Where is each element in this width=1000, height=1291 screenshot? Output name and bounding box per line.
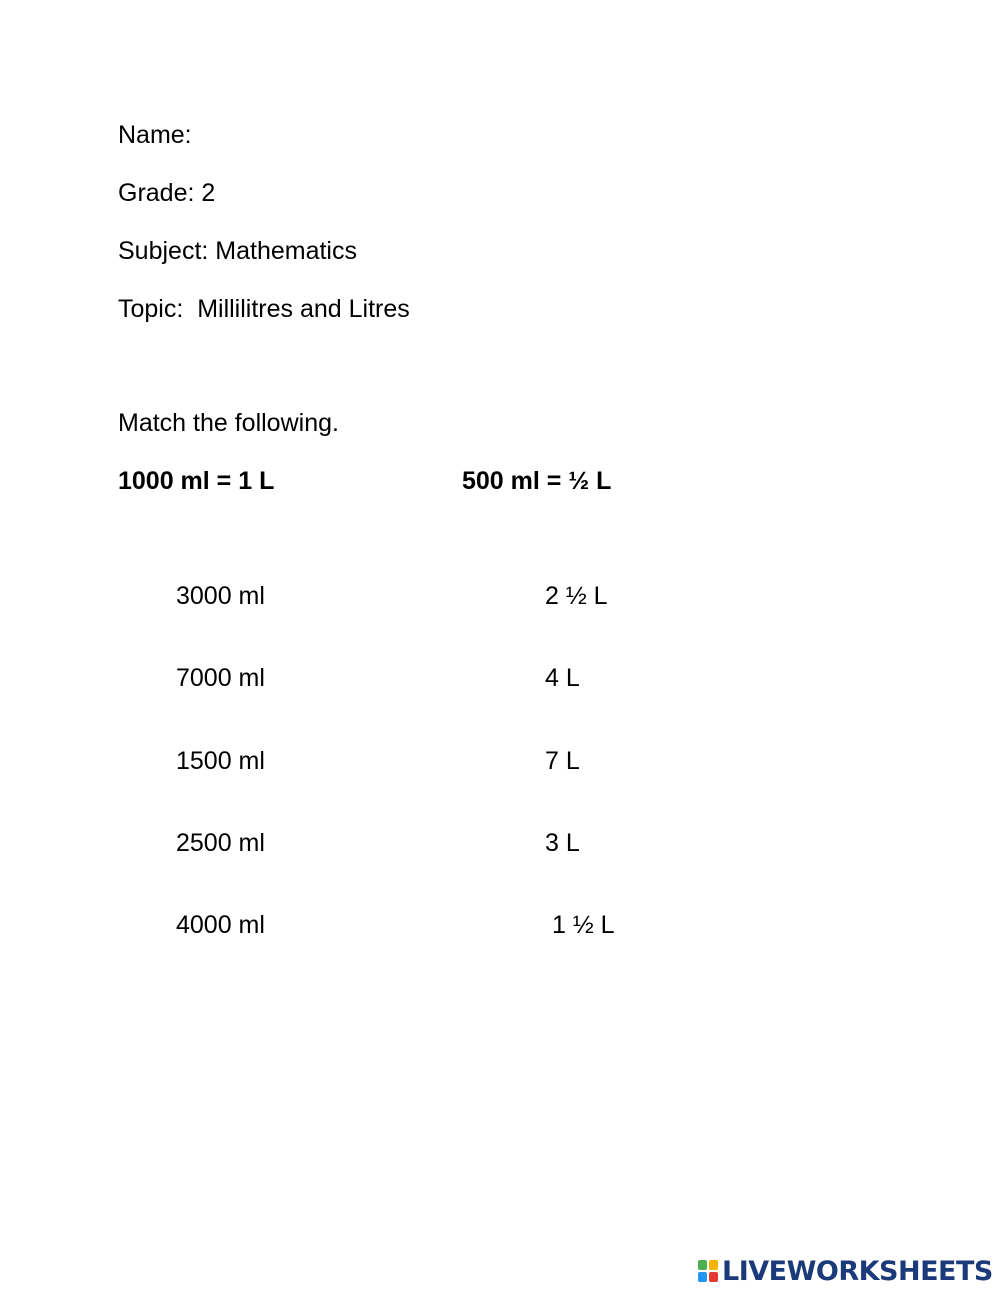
liveworksheets-logo [697, 1255, 993, 1287]
litre-item: 4 L [545, 664, 580, 692]
topic-label: Topic: Millilitres and Litres [118, 295, 410, 323]
logo-text: LIVEWORKSHEETS [722, 1255, 993, 1287]
litre-item: 1 ½ L [552, 911, 615, 939]
litre-item: 7 L [545, 747, 580, 775]
ml-item: 1500 ml [176, 747, 265, 775]
litre-item: 3 L [545, 829, 580, 857]
ml-item: 2500 ml [176, 829, 265, 857]
hint-left: 1000 ml = 1 L [118, 467, 275, 495]
ml-item: 7000 ml [176, 664, 265, 692]
litre-item: 2 ½ L [545, 582, 608, 610]
hint-right: 500 ml = ½ L [462, 467, 612, 495]
logo-icon [697, 1259, 719, 1283]
name-label: Name: [118, 121, 192, 149]
subject-label: Subject: Mathematics [118, 237, 357, 265]
ml-item: 3000 ml [176, 582, 265, 610]
ml-item: 4000 ml [176, 911, 265, 939]
instructions: Match the following. [118, 409, 339, 437]
grade-label: Grade: 2 [118, 179, 216, 207]
